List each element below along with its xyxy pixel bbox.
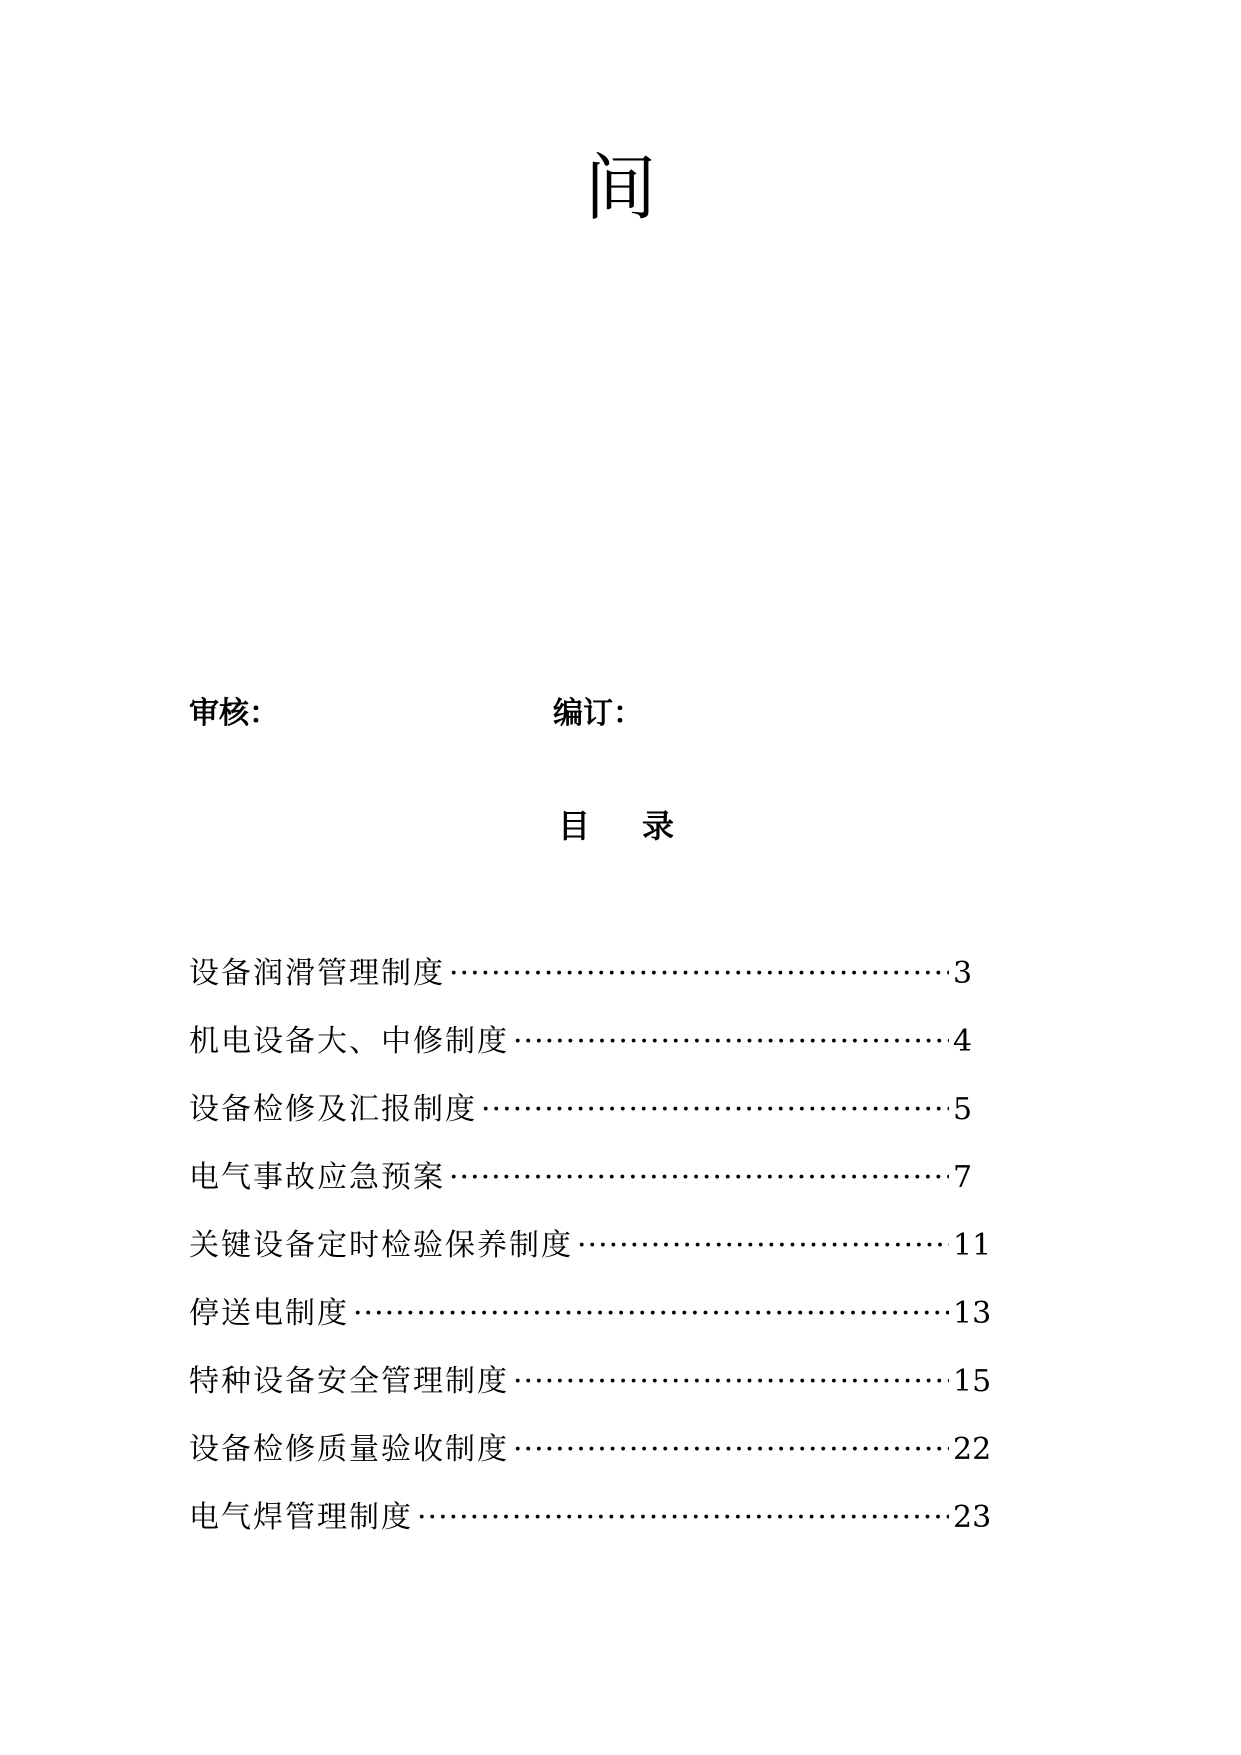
toc-entry-title: 特种设备安全管理制度 bbox=[189, 1364, 509, 1399]
toc-entry[interactable] bbox=[189, 1224, 992, 1292]
toc-entry-title: 设备检修及汇报制度 bbox=[189, 1092, 477, 1127]
toc-entry-page: 23 bbox=[953, 1500, 992, 1535]
toc-dot-leader bbox=[449, 952, 949, 996]
toc-entry-page: 4 bbox=[953, 1024, 973, 1059]
toc-dot-leader bbox=[513, 1360, 949, 1404]
toc-entry[interactable] bbox=[189, 952, 989, 1020]
table-of-contents bbox=[189, 952, 992, 1564]
toc-entry[interactable] bbox=[189, 1020, 989, 1088]
review-label: 审核： bbox=[189, 696, 279, 731]
edit-label: 编订： bbox=[553, 696, 643, 731]
toc-entry-page: 15 bbox=[953, 1364, 992, 1399]
toc-entry[interactable] bbox=[189, 1088, 989, 1156]
toc-entry[interactable] bbox=[189, 1428, 992, 1496]
toc-entry-page: 13 bbox=[953, 1296, 992, 1331]
toc-dot-leader bbox=[353, 1292, 949, 1336]
toc-entry-title: 设备润滑管理制度 bbox=[189, 956, 445, 991]
toc-dot-leader bbox=[513, 1428, 949, 1472]
toc-entry-title: 电气焊管理制度 bbox=[189, 1500, 413, 1535]
toc-dot-leader bbox=[449, 1156, 949, 1200]
toc-dot-leader bbox=[481, 1088, 949, 1132]
toc-entry-page: 3 bbox=[953, 956, 973, 991]
toc-entry-title: 停送电制度 bbox=[189, 1296, 349, 1331]
document-title: 间 bbox=[584, 146, 657, 230]
toc-entry-title: 机电设备大、中修制度 bbox=[189, 1024, 509, 1059]
toc-dot-leader bbox=[513, 1020, 949, 1064]
toc-entry-title: 电气事故应急预案 bbox=[189, 1160, 445, 1195]
toc-heading: 目录 bbox=[558, 807, 727, 845]
toc-entry[interactable] bbox=[189, 1292, 992, 1360]
toc-entry-page: 7 bbox=[953, 1160, 973, 1195]
toc-entry-title: 设备检修质量验收制度 bbox=[189, 1432, 509, 1467]
toc-entry-page: 11 bbox=[953, 1228, 992, 1263]
toc-entry[interactable] bbox=[189, 1496, 992, 1564]
toc-dot-leader bbox=[417, 1496, 949, 1540]
toc-entry[interactable] bbox=[189, 1156, 989, 1224]
toc-entry-page: 5 bbox=[953, 1092, 973, 1127]
signature-row bbox=[0, 692, 1241, 736]
toc-entry-title: 关键设备定时检验保养制度 bbox=[189, 1228, 573, 1263]
toc-dot-leader bbox=[577, 1224, 949, 1268]
toc-entry-page: 22 bbox=[953, 1432, 992, 1467]
toc-entry[interactable] bbox=[189, 1360, 992, 1428]
